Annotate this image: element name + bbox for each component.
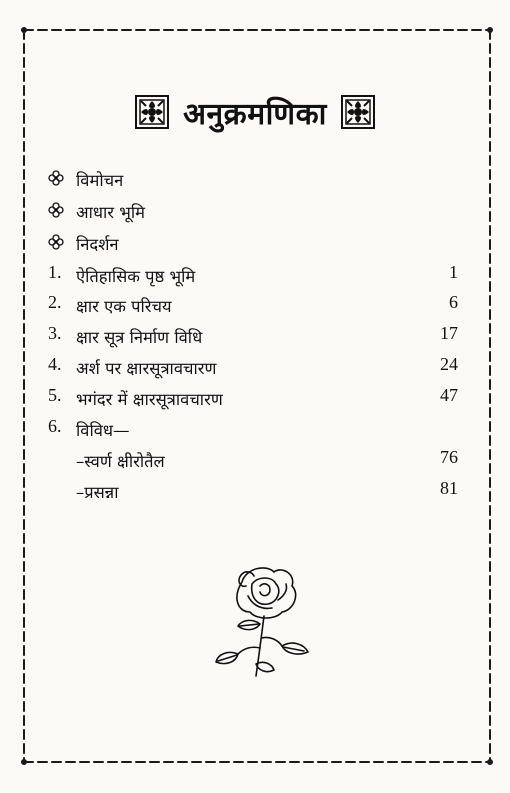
list-item bbox=[48, 323, 462, 353]
list-item bbox=[48, 166, 462, 196]
page-number: 1 bbox=[449, 262, 458, 282]
ornamental-square-icon bbox=[341, 95, 375, 129]
list-item bbox=[48, 416, 462, 446]
entry-title: विमोचन bbox=[76, 171, 124, 190]
entry-title: –प्रसन्ना bbox=[76, 483, 119, 502]
entry-number: 6. bbox=[48, 416, 62, 436]
list-item bbox=[48, 292, 462, 322]
flower-bullet-icon bbox=[48, 202, 64, 222]
title-row bbox=[0, 90, 510, 134]
entry-number: 2. bbox=[48, 292, 62, 312]
ornamental-square-icon bbox=[135, 95, 169, 129]
entry-title: –स्वर्ण क्षीरोतैल bbox=[76, 452, 165, 471]
entry-title: आधार भूमि bbox=[76, 203, 146, 222]
page-number: 24 bbox=[440, 354, 458, 374]
entry-title: अर्श पर क्षारसूत्रावचारण bbox=[76, 359, 217, 378]
page-number: 47 bbox=[440, 385, 458, 405]
rose-illustration bbox=[212, 560, 312, 680]
entry-title: विविध— bbox=[76, 421, 130, 440]
page-number: 17 bbox=[440, 323, 458, 343]
page-number: 76 bbox=[440, 447, 458, 467]
list-item bbox=[48, 354, 462, 384]
entry-title: निदर्शन bbox=[76, 235, 119, 254]
entry-number: 4. bbox=[48, 354, 62, 374]
entry-title: भगंदर में क्षारसूत्रावचारण bbox=[76, 390, 223, 409]
list-item bbox=[48, 262, 462, 292]
page-number: 81 bbox=[440, 478, 458, 498]
list-item bbox=[48, 478, 462, 508]
page-title: अनुक्रमणिका bbox=[183, 96, 327, 132]
list-item bbox=[48, 198, 462, 228]
entry-number: 1. bbox=[48, 262, 62, 282]
list-item bbox=[48, 230, 462, 260]
list-item bbox=[48, 385, 462, 415]
entry-title: ऐतिहासिक पृष्ठ भूमि bbox=[76, 267, 196, 286]
entry-title: क्षार एक परिचय bbox=[76, 297, 172, 316]
flower-bullet-icon bbox=[48, 234, 64, 254]
entry-number: 5. bbox=[48, 385, 62, 405]
entry-number: 3. bbox=[48, 323, 62, 343]
list-item bbox=[48, 447, 462, 477]
page-number: 6 bbox=[449, 292, 458, 312]
entry-title: क्षार सूत्र निर्माण विधि bbox=[76, 328, 203, 347]
flower-bullet-icon bbox=[48, 170, 64, 190]
